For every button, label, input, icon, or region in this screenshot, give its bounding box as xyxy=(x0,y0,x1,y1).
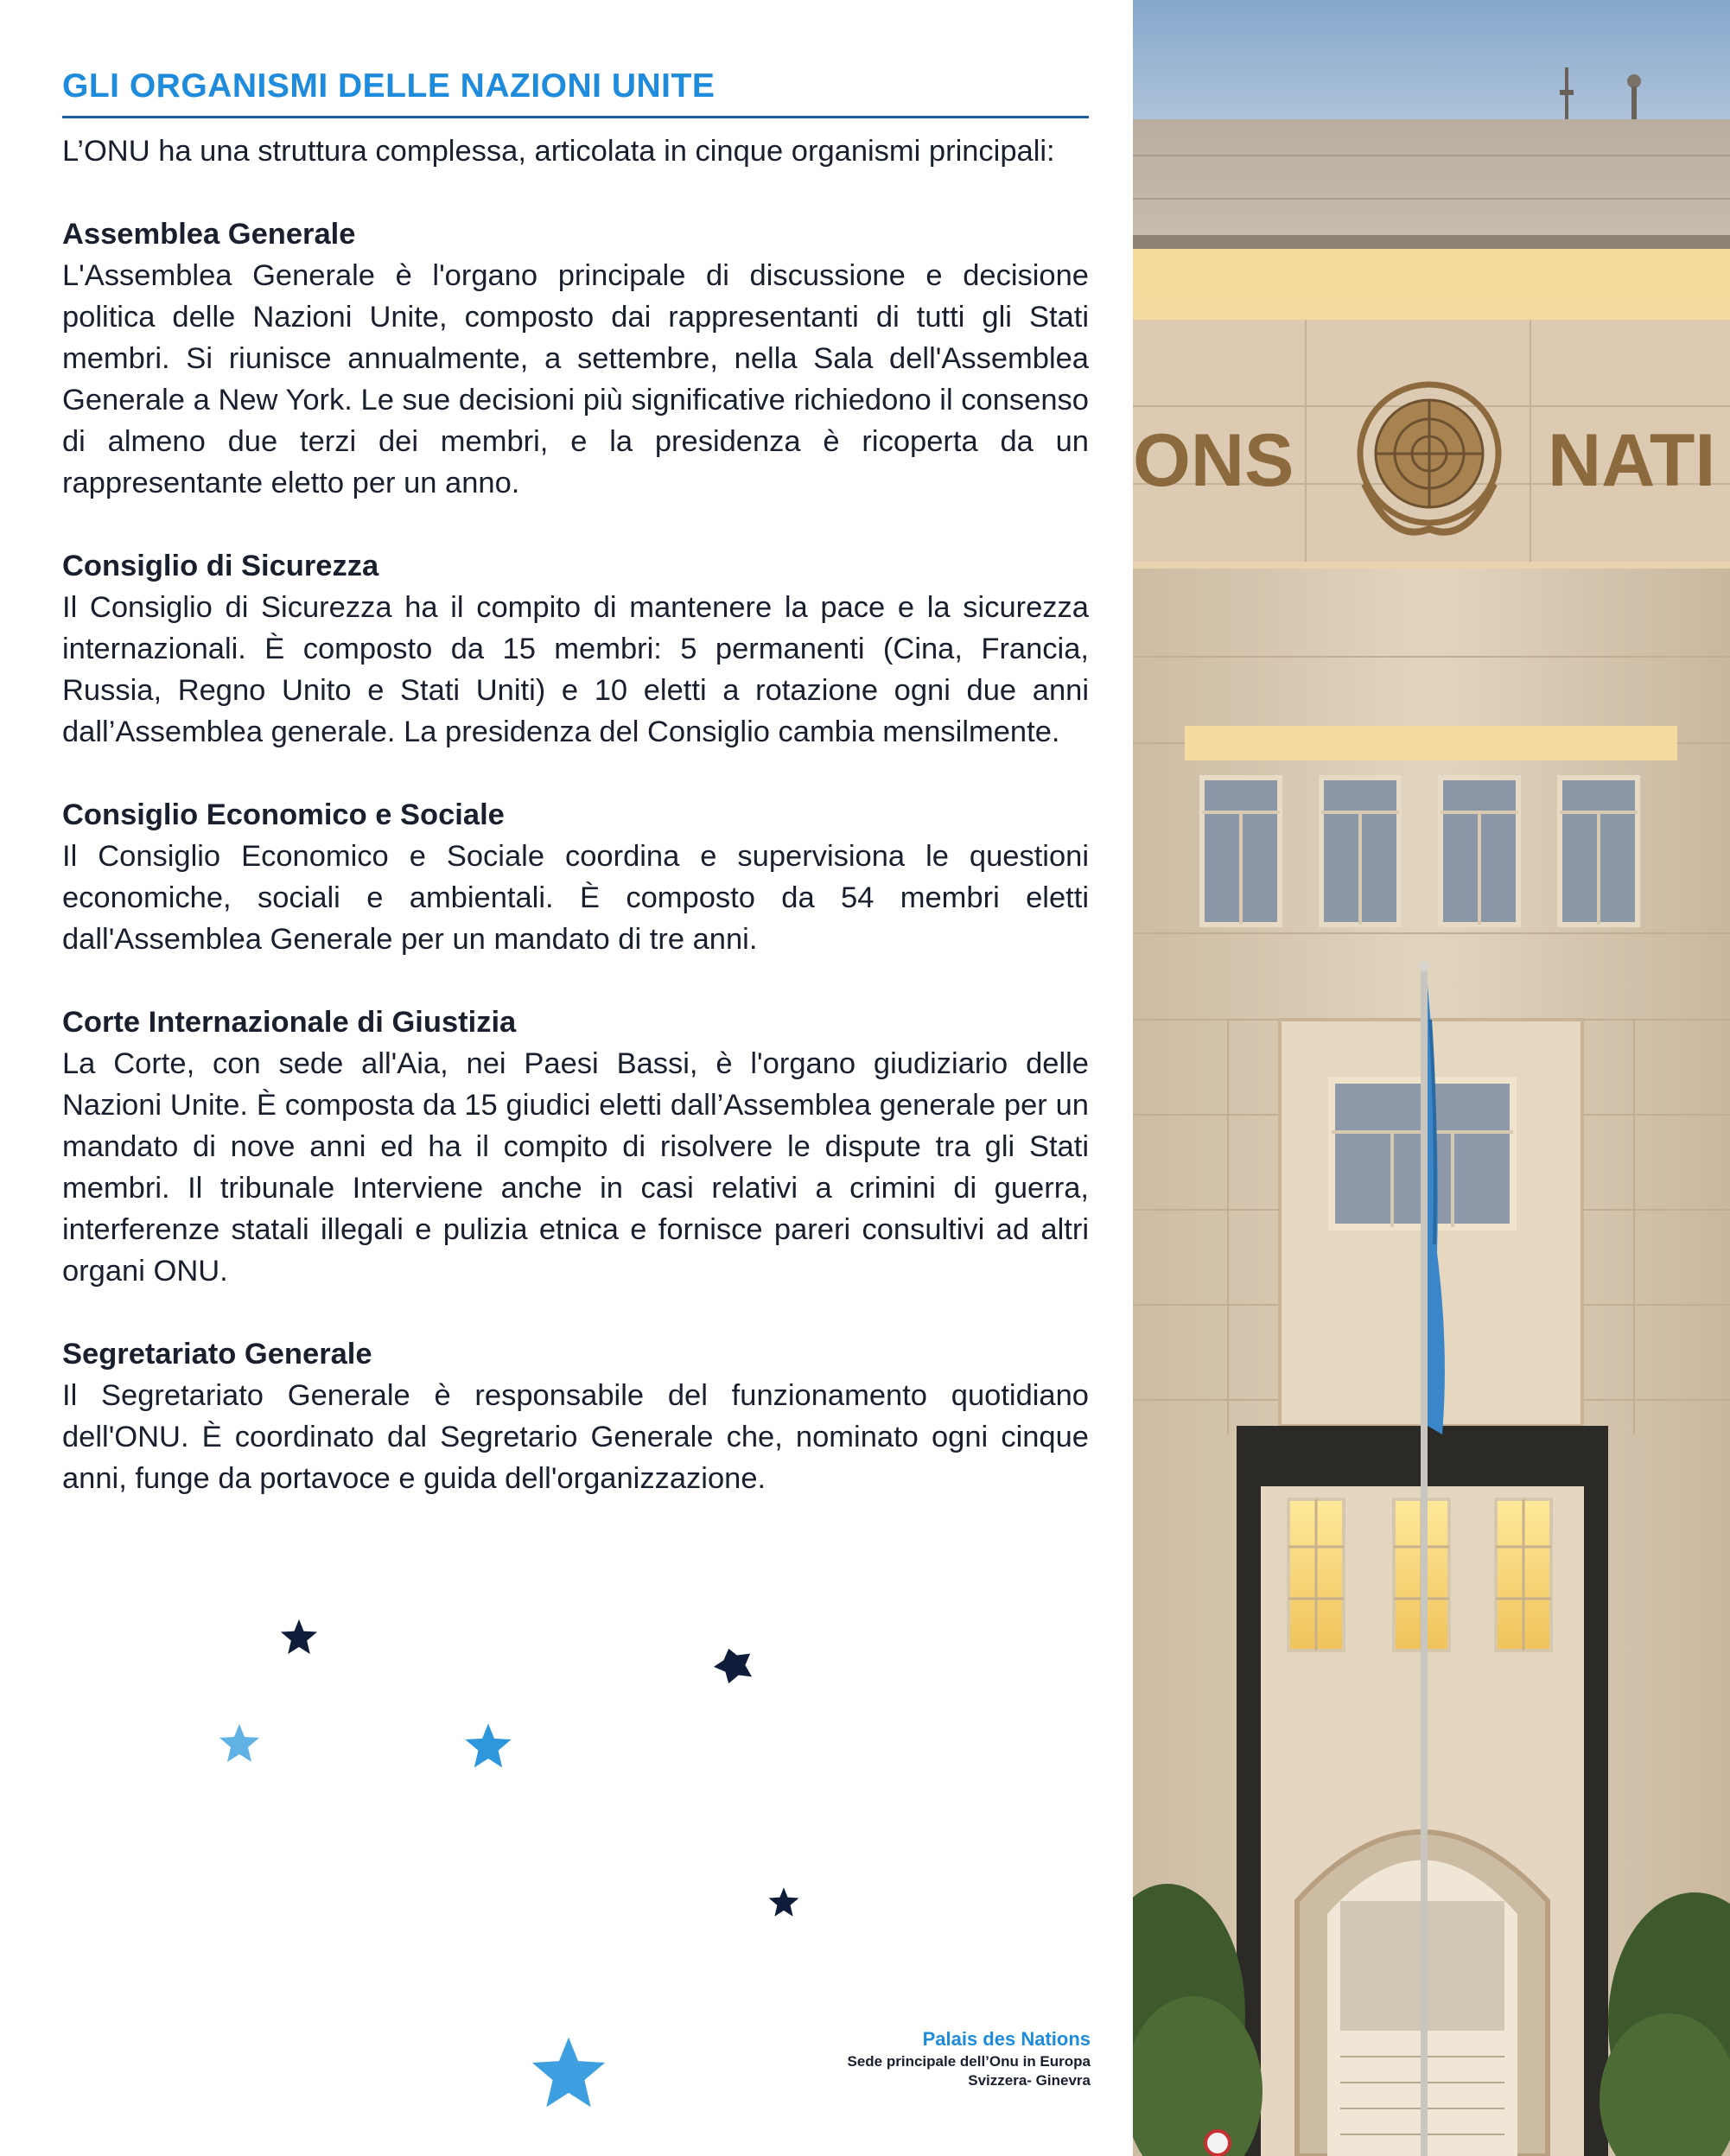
spacer xyxy=(62,504,1089,545)
intro-paragraph: L’ONU ha una struttura complessa, articolata in cinque organismi principali: xyxy=(62,135,1055,168)
star-icon-navy xyxy=(767,1886,800,1918)
section-body-assemblea: L'Assemblea Generale è l'organo principale di discussione e decisione politica delle Nazioni Unite, composto dai rappresentanti di tutti gli Stati membri. Si riunisce annualmente, a settembre, nella Sala dell'Assemblea Generale a New York. Le sue decisioni più significative richiedono il consenso di almeno due terzi dei membri, e la presidenza è ricoperta da un rappresentante eletto per un anno. xyxy=(62,259,1089,499)
text-column xyxy=(62,62,1089,1499)
page-title: GLI ORGANISMI DELLE NAZIONI UNITE xyxy=(62,67,716,105)
caption-title: Palais des Nations xyxy=(922,2028,1091,2050)
section-body-economico: Il Consiglio Economico e Sociale coordina e supervisiona le questioni economiche, sociali e ambientali. È composto da 54 membri eletti dall'Assemblea Generale per un mandato di tre anni. xyxy=(62,840,1089,956)
facade-lettering-left: ONS xyxy=(1133,419,1294,502)
star-icon-blue xyxy=(218,1721,261,1765)
star-icon-blue xyxy=(463,1721,513,1770)
star-icon-navy xyxy=(278,1618,320,1656)
section-heading-corte: Corte Internazionale di Giustizia xyxy=(62,1006,517,1039)
section-heading-sicurezza: Consiglio di Sicurezza xyxy=(62,550,379,582)
star-icon-blue xyxy=(529,2034,608,2110)
caption-country-city: Svizzera- Ginevra xyxy=(968,2072,1091,2089)
star-icon-navy xyxy=(710,1645,755,1685)
section-heading-assemblea: Assemblea Generale xyxy=(62,218,356,251)
spacer xyxy=(62,960,1089,1002)
caption-location: Sede principale dell’Onu in Europa xyxy=(847,2053,1091,2070)
section-heading-economico: Consiglio Economico e Sociale xyxy=(62,798,505,831)
section-body-sicurezza: Il Consiglio di Sicurezza ha il compito di mantenere la pace e la sicurezza internazionali. È composto da 15 membri: 5 permanenti (Cina, Francia, Russia, Regno Unito e Stati Uniti) e 10 eletti a rotazione ogni due anni dall’Assemblea generale. La presidenza del Consiglio cambia mensilmente. xyxy=(62,591,1089,748)
spacer xyxy=(62,753,1089,794)
section-body-corte: La Corte, con sede all'Aia, nei Paesi Bassi, è l'organo giudiziario delle Nazioni Unite. È composta da 15 giudici eletti dall’Assemblea generale per un mandato di nove anni ed ha il compito di risolvere le dispute tra gli Stati membri. Il tribunale Interviene anche in casi relativi a crimini di guerra, interferenze statali illegali e pulizia etnica e fornisce pareri consultivi ad altri organi ONU. xyxy=(62,1047,1089,1288)
section-heading-segretariato: Segretariato Generale xyxy=(62,1338,372,1371)
section-body-segretariato: Il Segretariato Generale è responsabile del funzionamento quotidiano dell'ONU. È coordinato dal Segretario Generale che, nominato ogni cinque anni, funge da portavoce e guida dell'organizzazione. xyxy=(62,1379,1089,1495)
photo-caption xyxy=(728,2026,1091,2090)
facade-lettering-right: NATI xyxy=(1548,419,1716,502)
title-divider xyxy=(62,116,1089,118)
spacer xyxy=(62,1292,1089,1333)
building-photo xyxy=(1133,0,1730,2156)
spacer xyxy=(62,172,1089,213)
